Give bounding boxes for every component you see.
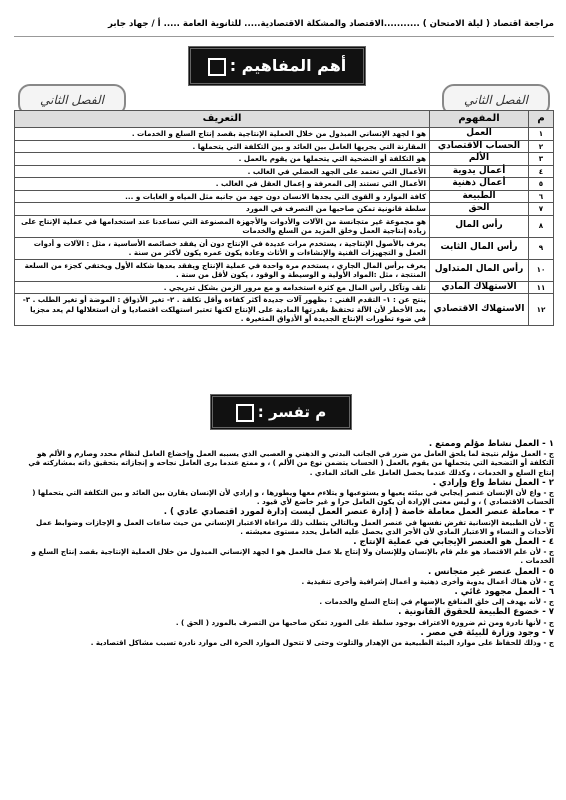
concept-num: ٩ — [529, 237, 554, 259]
concept-term: العمل — [430, 128, 529, 141]
concept-definition: هو ا لجهد الإنساني المبذول من خلال العملية الإنتاجية بقصد إنتاج السلع و الخدمات . — [15, 128, 430, 141]
concepts-table — [14, 110, 554, 326]
header-def: التعريف — [15, 111, 430, 128]
explain-answer: ج - لأنها نادرة ومن ثم ضرورة الاعتراف بوجود سلطة على المورد تمكن صاحبها من التصرف بالمورد ( الحق ) . — [175, 617, 554, 627]
concept-definition: المقارنة التي يجريها العامل بين العائد و بين التكلفة التي يتحملها . — [15, 140, 430, 153]
table-row — [15, 203, 554, 216]
explain-question: ٧ - خضوع الطبيعة للحقوق القانونية . — [398, 607, 554, 618]
checkbox-square-icon — [208, 58, 226, 76]
chapter-tab-right: الفصل الثاني — [442, 84, 550, 116]
concept-term: الاستهلاك الاقتصادي — [430, 294, 529, 326]
concept-term: الاستهلاك المادي — [430, 281, 529, 294]
concept-term: الحق — [430, 203, 529, 216]
concept-num: ١١ — [529, 281, 554, 294]
document-page — [14, 14, 554, 786]
explain-banner — [210, 394, 352, 430]
concepts-banner — [188, 46, 366, 86]
concept-num: ٥ — [529, 178, 554, 191]
table-row — [15, 128, 554, 141]
chapter-tab-left: الفصل الثاني — [18, 84, 126, 116]
concept-num: ١٠ — [529, 259, 554, 281]
concept-num: ٨ — [529, 215, 554, 237]
explain-question: ٢ - العمل نشاط واع وإرادي . — [432, 477, 554, 488]
explanations-list — [14, 438, 554, 647]
table-row — [15, 215, 554, 237]
explain-answer: ج - لأنه يهدف إلى خلق المنافع بالإسهام في إنتاج السلع والخدمات . — [319, 597, 554, 607]
concept-definition: سلطة قانونية تمكن صاحبها من التصرف في المورد — [15, 203, 430, 216]
concept-definition: الأعمال التي تعتمد على الجهد العضلي في الغالب . — [15, 165, 430, 178]
concept-num: ٤ — [529, 165, 554, 178]
concept-definition: يعرف برأس المال الجاري ، يستخدم مرة واحدة في عملية الإنتاج ويفقد بعدها شكله الأول ويختفي كجزء من السلعة المنتجة ، مثل :المواد الأولية و الوسيطة و الوقود ، يكون لأقل من سنة . — [15, 259, 430, 281]
explain-answer: ج - واع لأن الإنسان عنصر إيجابي في بيئته يعيها و يستوعبها و يتلاءم معها ويطورها ، و إرادي لأن الإنسان يقارن بين العائد و بين التكلفة التي يتحملها ( الحساب الاقتصادي ) ، و ليس معنى الإرادة أن يكون العامل حرا و غير خاضع لأي قيود . — [32, 488, 554, 507]
explain-question: ٥ - العمل عنصر غير متجانس . — [427, 566, 554, 577]
explain-question: ٦ - العمل مجهود غائي . — [454, 587, 554, 598]
concept-term: الألم — [430, 153, 529, 166]
header-term: المفهوم — [430, 111, 529, 128]
concept-definition: كافة الموارد و القوى التي يجدها الانسان دون جهد من جانبه مثل المياه و الغابات و ... — [15, 190, 430, 203]
table-row — [15, 281, 554, 294]
concept-num: ٣ — [529, 153, 554, 166]
table-row — [15, 259, 554, 281]
concept-term: الحساب الاقتصادي — [430, 140, 529, 153]
explain-question: ٤ - العمل هو العنصر الإيجابي في عملية الإنتاج . — [353, 537, 554, 548]
concepts-title: أهم المفاهيم : — [229, 56, 347, 75]
concept-term: رأس المال — [430, 215, 529, 237]
explain-answer: ج - وذلك للحفاظ على موارد البيئة الطبيعية من الإهدار والتلوث وحتى لا تتحول الموارد الحرة الى موارد نادرة تسبب مشاكل اقتصادية . — [90, 638, 554, 648]
explain-answer: ج - لأن الطبيعة الإنسانية تفرض نفسها في عنصر العمل وبالتالي يتطلب ذلك مراعاة الاعتبار الإنساني من حيث ساعات العمل و الإجازات وضوابط عمل الأحداث و النساء و الاعتبار المادي لأن الأجر الذي يحصل عليه العامل يحدد مستوى معيشته . — [36, 517, 554, 536]
concept-term: رأس المال المتداول — [430, 259, 529, 281]
table-row — [15, 165, 554, 178]
table-row — [15, 178, 554, 191]
concept-num: ٢ — [529, 140, 554, 153]
table-row — [15, 140, 554, 153]
concept-definition: الأعمال التي تستند إلى المعرفة و إعمال العقل في الغالب . — [15, 178, 430, 191]
concept-definition: هو مجموعة غير متجانسة من الآلات والأدوات والأجهزة المصنوعة التي تساعدنا عند استخدامها في عملية الإنتاج على زيادة إنتاجية العمل وخلق المزيد من السلع والخدمات — [15, 215, 430, 237]
explain-question: ٣ - معاملة عنصر العمل معاملة خاصة ( إدارة عنصر العمل ليست إدارة لمورد اقتصادي عادي ) . — [163, 507, 554, 518]
page-header: مراجعة اقتصاد ( ليلة الامتحان ) ...........الاقتصاد والمشكلة الاقتصادية..... للثانوية العامة ..... أ / جهاد جابر — [14, 14, 554, 37]
explain-answer: ج - العمل مؤلم نتيجة لما يلحق العامل من ضرر في الجانب البدني و الذهني و العصبي الذي يسببه العمل وإخضاع العامل لنظام محدد وصارم و الألم هو التكلفة أو التضحية التي يتحملها من يقوم بالعمل ( الحساب يتضمن نوع من الألم ) ، و ممتع عندما يرى العامل نجاحه و إنجازاته بتحقيق ذاته بمشاركته في إنتاج السلع و الخدمات ، وكذلك عندما يحصل العامل على العائد المادي . — [28, 449, 554, 477]
concept-definition: تلف وتآكل رأس المال مع كثرة استخدامه و مع مرور الزمن بشكل تدريجي . — [15, 281, 430, 294]
table-row — [15, 153, 554, 166]
checkbox-square-icon — [236, 404, 254, 422]
explain-question: ١ - العمل نشاط مؤلم وممتع . — [428, 439, 554, 449]
table-header-row — [15, 111, 554, 128]
concept-num: ٦ — [529, 190, 554, 203]
concept-definition: ينتج عن : ١- التقدم الفني : بظهور آلات جديدة أكثر كفاءة وأقل تكلفة . ٢- تغير الأذواق : الموضة أو تغير الطلب . ٣- بعد الأخطر لأن الآلة تحتفظ بقدرتها المادية على الإنتاج لكنها تعتبر استهلكت اقتصاديا و أن استغلالها لم يعد مجزيا في ضوء تطورات الإنتاج الجديدة أو الأذواق المتغيرة . — [15, 294, 430, 326]
table-row — [15, 294, 554, 326]
concept-term: أعمال ذهنية — [430, 178, 529, 191]
concept-definition: هو التكلفة أو التضحية التي يتحملها من يقوم بالعمل . — [15, 153, 430, 166]
concept-num: ٧ — [529, 203, 554, 216]
explain-answer: ج - لأن علم الاقتصاد هو علم قام بالإنسان وللإنسان ولا إنتاج بلا عمل فالعمل هو ا لجهد الإنساني المبذول من خلال العملية الإنتاجية بقصد إنتاج السلع و الخدمات . — [31, 547, 554, 566]
header-num: م — [529, 111, 554, 128]
explain-answer: ج - لأن هناك أعمال يدوية وأخرى ذهنية و أعمال إشرافية وأخرى تنفيذية . — [301, 576, 554, 586]
concept-definition: يعرف بالأصول الإنتاجية ، يستخدم مرات عديدة في الإنتاج دون أن يفقد خصائصه الأساسية ، مثل : الآلات و أدوات العمل و التجهيزات الفنية والإنشاءات و الأثاث وعادة يكون عمره يكون لأكثر من سنة . — [15, 237, 430, 259]
explain-title: م تفسر : — [257, 403, 327, 421]
concept-num: ١ — [529, 128, 554, 141]
concept-term: رأس المال الثابت — [430, 237, 529, 259]
concept-num: ١٢ — [529, 294, 554, 326]
concept-term: أعمال يدوية — [430, 165, 529, 178]
table-row — [15, 190, 554, 203]
table-row — [15, 237, 554, 259]
concept-term: الطبيعة — [430, 190, 529, 203]
explain-question: ٧ - وجود وزارة للبيئة في مصر . — [420, 627, 554, 638]
